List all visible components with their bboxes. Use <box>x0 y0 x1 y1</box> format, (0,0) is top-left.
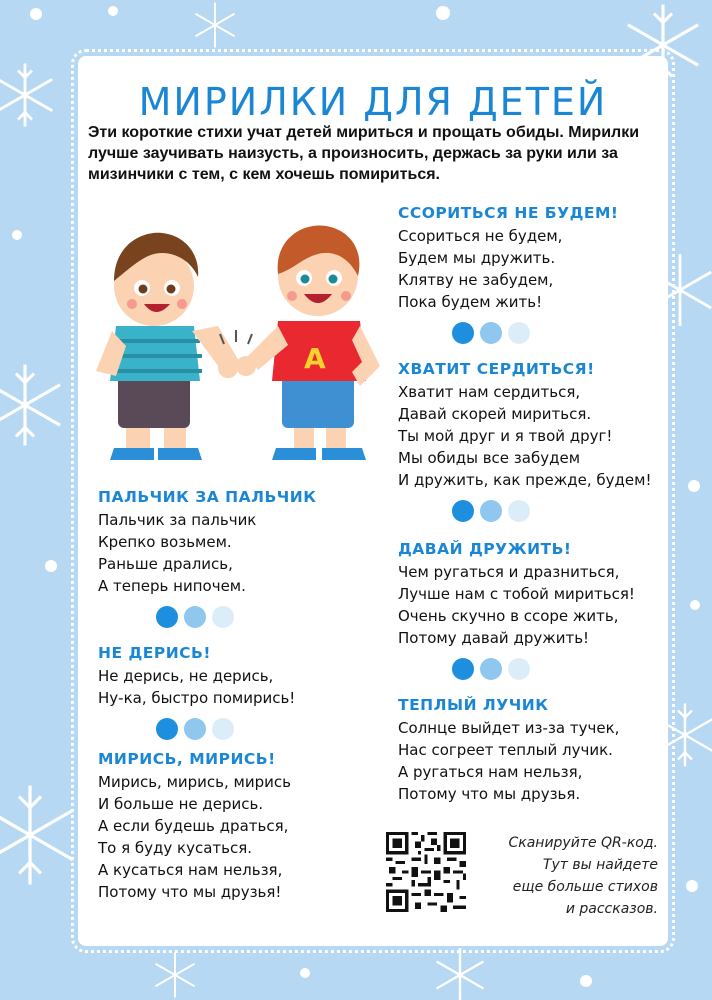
poem-line: Раньше дрались, <box>98 555 233 573</box>
snowflake-icon <box>190 0 240 50</box>
shirt-letter: A <box>304 342 326 375</box>
poem-block <box>398 204 618 313</box>
poem-line: То я буду кусаться. <box>98 839 253 857</box>
snowflake-icon <box>0 780 85 890</box>
poem-title: ССОРИТЬСЯ НЕ БУДЕМ! <box>398 204 619 222</box>
poem-line: И дружить, как прежде, будем! <box>398 471 652 489</box>
poem-line: А ругаться нам нельзя, <box>398 763 583 781</box>
poem-title: ПАЛЬЧИК ЗА ПАЛЬЧИК <box>98 488 317 506</box>
snow-dot <box>580 975 592 987</box>
poem-line: Очень скучно в ссоре жить, <box>398 607 619 625</box>
boy-left <box>96 233 242 460</box>
poem-line: Клятву не забудем, <box>398 271 554 289</box>
poem-title: ХВАТИТ СЕРДИТЬСЯ! <box>398 360 595 378</box>
poem-title: МИРИСЬ, МИРИСЬ! <box>98 750 276 768</box>
poem-block <box>398 540 635 649</box>
snow-dot <box>436 6 450 20</box>
divider-dots <box>452 322 532 344</box>
poem-line: Потому что мы друзья. <box>398 785 581 803</box>
snow-dot <box>108 6 118 16</box>
snow-dot <box>45 560 57 572</box>
poem-block <box>98 488 316 597</box>
poster-card <box>78 56 668 946</box>
snow-dot <box>30 8 42 20</box>
poem-line: Чем ругаться и дразниться, <box>398 563 620 581</box>
poem-line: А если будешь драться, <box>98 817 289 835</box>
poem-line: А теперь нипочем. <box>98 577 246 595</box>
qr-caption-line: Тут вы найдете <box>542 857 658 873</box>
snowflake-icon <box>0 360 70 450</box>
two-boys-illustration <box>86 196 386 471</box>
poem-line: Мы обиды все забудем <box>398 449 581 467</box>
divider-dots <box>452 658 532 680</box>
snow-dot <box>688 480 700 492</box>
snow-dot <box>300 968 310 978</box>
poem-line: Солнце выйдет из-за тучек, <box>398 719 620 737</box>
snowflake-icon <box>0 60 60 130</box>
poem-block <box>98 750 291 903</box>
snow-dot <box>686 880 698 892</box>
poem-line: Лучше нам с тобой мириться! <box>398 585 635 603</box>
divider-dots <box>156 718 236 740</box>
snowflake-icon <box>150 950 200 1000</box>
qr-caption-line: Сканируйте QR-код. <box>508 835 658 851</box>
snowflake-icon <box>430 945 490 1000</box>
poem-line: Хватит нам сердиться, <box>398 383 581 401</box>
snow-dot <box>12 230 22 240</box>
snow-dot <box>690 600 700 610</box>
poem-line: Давай скорей мириться. <box>398 405 592 423</box>
qr-caption-line: еще больше стихов <box>512 879 658 895</box>
poem-line: Ну-ка, быстро помирись! <box>98 689 296 707</box>
poem-block <box>98 644 295 709</box>
qr-caption-line: и рассказов. <box>565 901 658 917</box>
poem-line: Ты мой друг и я твой друг! <box>398 427 613 445</box>
qr-code[interactable] <box>386 832 466 912</box>
poem-line: А кусаться нам нельзя, <box>98 861 283 879</box>
poem-line: Крепко возьмем. <box>98 533 232 551</box>
divider-dots <box>156 606 236 628</box>
poem-line: Нас согреет теплый лучик. <box>398 741 613 759</box>
poem-title: НЕ ДЕРИСЬ! <box>98 644 211 662</box>
page-title: МИРИЛКИ ДЛЯ ДЕТЕЙ <box>138 80 608 124</box>
poem-title: ТЕПЛЫЙ ЛУЧИК <box>398 696 549 714</box>
poem-line: Пальчик за пальчик <box>98 511 257 529</box>
intro-text: Эти короткие стихи учат детей мириться и прощать обиды. Мирилки лучше заучивать наизусть, а произносить, держась за руки или за мизинчики с тем, с кем хочешь помириться. <box>88 124 640 183</box>
poem-line: Ссориться не будем, <box>398 227 563 245</box>
divider-dots <box>452 500 532 522</box>
poem-line: И больше не дерись. <box>98 795 264 813</box>
qr-caption <box>470 832 658 920</box>
poem-line: Пока будем жить! <box>398 293 543 311</box>
poem-block <box>398 696 619 805</box>
poem-line: Не дерись, не дерись, <box>98 667 274 685</box>
poem-block <box>398 360 651 491</box>
poem-line: Будем мы дружить. <box>398 249 556 267</box>
poem-title: ДАВАЙ ДРУЖИТЬ! <box>398 540 572 558</box>
poem-line: Потому что мы друзья! <box>98 883 282 901</box>
boy-right <box>236 225 380 460</box>
poem-line: Мирись, мирись, мирись <box>98 773 291 791</box>
poem-line: Потому давай дружить! <box>398 629 590 647</box>
